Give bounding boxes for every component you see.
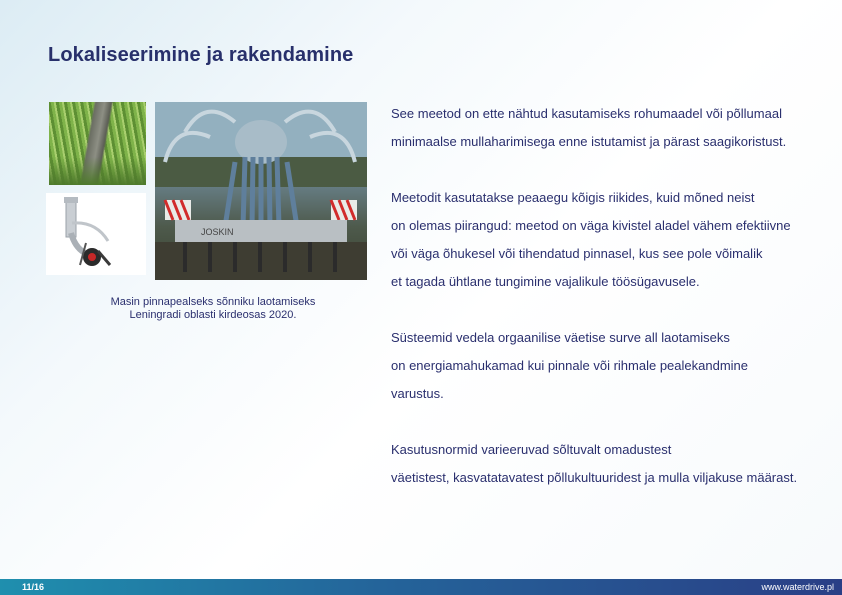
text-line: See meetod on ette nähtud kasutamiseks rohumaadel või põllumaal bbox=[391, 106, 782, 121]
caption-line-2: Leningradi oblasti kirdeosas 2020. bbox=[129, 309, 297, 321]
paragraph-4 bbox=[391, 436, 831, 492]
paragraph-2 bbox=[391, 184, 831, 296]
text-line: Kasutusnormid varieeruvad sõltuvalt omadustest bbox=[391, 442, 672, 457]
text-line: Meetodit kasutatakse peaaegu kõigis riikides, kuid mõned neist bbox=[391, 190, 755, 205]
website-link[interactable]: www.waterdrive.pl bbox=[761, 582, 834, 592]
paragraph-3 bbox=[391, 324, 831, 408]
footer-bar bbox=[0, 579, 842, 595]
text-line: või väga õhukesel või tihendatud pinnasel, kus see pole võimalik bbox=[391, 246, 763, 261]
slide-title: Lokaliseerimine ja rakendamine bbox=[48, 44, 354, 66]
text-line: on olemas piirangud: meetod on väga kivistel aladel vähem efektiivne bbox=[391, 218, 791, 233]
text-line: on energiamahukamad kui pinnale või rihmale pealekandmine bbox=[391, 358, 748, 373]
body-text bbox=[391, 100, 831, 520]
text-line: Süsteemid vedela orgaanilise väetise surve all laotamiseks bbox=[391, 330, 730, 345]
text-line: väetistest, kasvatatavatest põllukultuuridest ja mulla viljakuse määrast. bbox=[391, 470, 798, 485]
paragraph-1 bbox=[391, 100, 831, 156]
injector-tool-photo bbox=[46, 193, 146, 275]
text-line: varustus. bbox=[391, 386, 444, 401]
joskin-label: JOSKIN bbox=[201, 227, 234, 237]
text-line: et tagada ühtlane tungimine vajalikule töösügavusele. bbox=[391, 274, 700, 289]
grass-injector-photo bbox=[49, 102, 146, 185]
slurry-spreader-machine-photo bbox=[155, 102, 367, 280]
photo-caption bbox=[88, 296, 338, 322]
caption-line-1: Masin pinnapealseks sõnniku laotamiseks bbox=[110, 296, 316, 308]
page-number: 11/16 bbox=[22, 582, 45, 592]
text-line: minimaalse mullaharimisega enne istutamist ja pärast saagikoristust. bbox=[391, 134, 787, 149]
